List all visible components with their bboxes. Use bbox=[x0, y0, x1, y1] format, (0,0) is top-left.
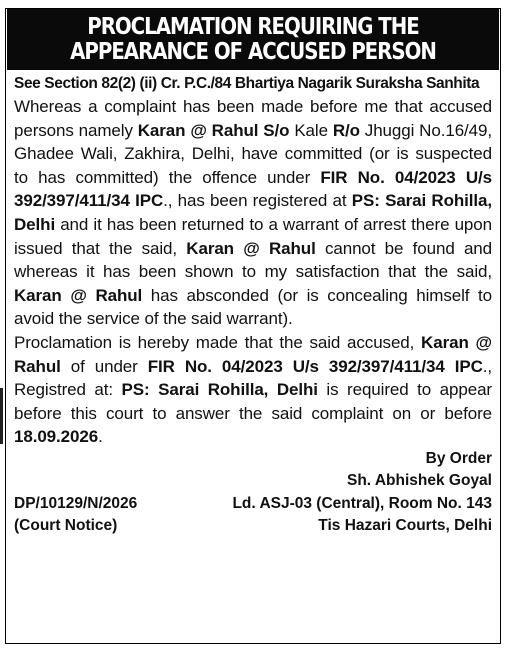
para1-text-7: has absconded (or is concealing himself to avoid the service of the said warrant). bbox=[14, 285, 492, 329]
police-station: PS: Sarai Rohilla, Delhi bbox=[14, 191, 493, 234]
notice-banner bbox=[7, 9, 499, 70]
para1-text-6: cannot be found and whereas it has been shown to my satisfaction that the said, bbox=[14, 238, 493, 282]
court-location: Tis Hazari Courts, Delhi bbox=[318, 517, 492, 535]
accused-name-3: Karan @ Rahul bbox=[14, 285, 143, 305]
notice-type: (Court Notice) bbox=[14, 517, 118, 535]
notice-footer bbox=[6, 493, 500, 538]
banner-title-line-1: PROCLAMATION REQUIRING THE bbox=[87, 14, 419, 40]
para1-text-2: Kale bbox=[289, 120, 333, 140]
para2-text-3: ., Registred at: bbox=[14, 356, 492, 400]
para1-text-5: and it has been returned to a warrant of arrest there upon issued that the said, bbox=[14, 214, 492, 258]
para1-text-4: ., has been registered at bbox=[163, 191, 352, 211]
proclamation-paragraph bbox=[6, 331, 500, 449]
accused-name-2: Karan @ Rahul bbox=[186, 238, 316, 258]
para2-text-1: Proclamation is hereby made that the said accused, bbox=[14, 332, 422, 352]
margin-mark bbox=[0, 388, 3, 444]
resident-of-label: R/o bbox=[332, 120, 360, 140]
accused-name: Karan @ Rahul S/o bbox=[137, 120, 290, 140]
by-order-label: By Order bbox=[425, 449, 492, 467]
fir-reference-2: FIR No. 04/2023 U/s 392/397/411/34 IPC bbox=[147, 356, 483, 376]
para1-text-3: Jhuggi No.16/49, Ghadee Wali, Zakhira, Delhi, have committed (or is suspected to has committed) the offence under bbox=[14, 120, 493, 187]
appearance-date: 18.09.2026 bbox=[14, 427, 99, 447]
section-reference: See Section 82(2) (ii) Cr. P.C./84 Bhartiya Nagarik Suraksha Sanhita bbox=[14, 75, 480, 92]
judge-name: Sh. Abhishek Goyal bbox=[347, 472, 492, 490]
order-block bbox=[6, 448, 500, 493]
police-station-2: PS: Sarai Rohilla, Delhi bbox=[121, 380, 318, 400]
complaint-paragraph bbox=[6, 95, 500, 331]
court-room: Ld. ASJ-03 (Central), Room No. 143 bbox=[232, 494, 492, 512]
footer-left bbox=[14, 493, 137, 538]
court-notice bbox=[5, 8, 501, 644]
reference-number: DP/10129/N/2026 bbox=[14, 494, 138, 512]
footer-right bbox=[232, 493, 492, 538]
accused-name-4: Karan @ Rahul bbox=[14, 332, 492, 376]
para2-text-5: . bbox=[98, 427, 103, 447]
para2-text-4: is required to appear before this court to answer the said complaint on or before bbox=[14, 380, 492, 423]
para1-text-1: Whereas a complaint has been made before me that accused persons namely bbox=[14, 97, 492, 140]
banner-title-line-2: APPEARANCE OF ACCUSED PERSON bbox=[70, 39, 436, 65]
fir-reference: FIR No. 04/2023 U/s 392/397/411/34 IPC bbox=[14, 167, 492, 211]
para2-text-2: of under bbox=[60, 356, 148, 376]
